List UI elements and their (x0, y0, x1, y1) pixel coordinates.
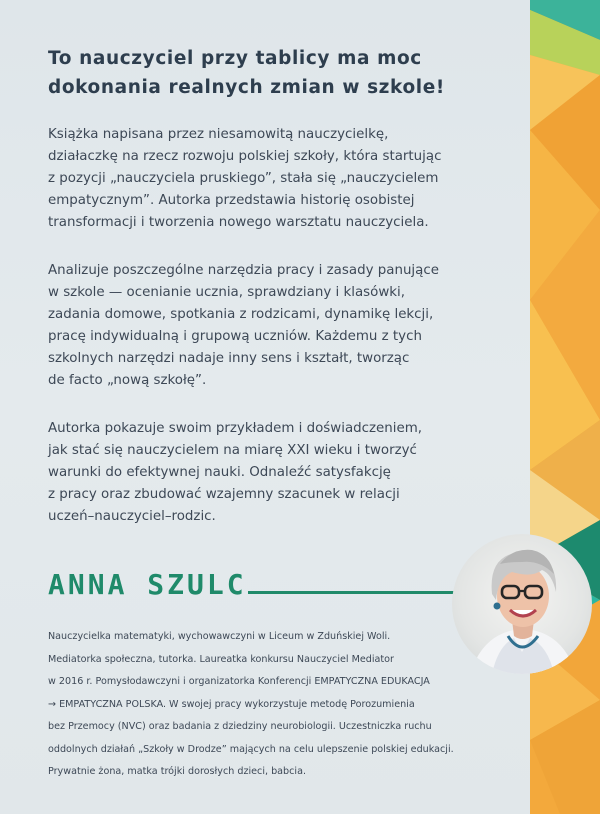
author-divider (248, 591, 458, 594)
text-line: szkolnych narzędzi nadaje inny sens i kształt, tworząc (48, 351, 410, 366)
text-line: zadania domowe, spotkania z rodzicami, dynamikę lekcji, (48, 307, 434, 322)
description-paragraph-1 (48, 124, 518, 234)
text-line: z pracy oraz zbudować wzajemny szacunek w relacji (48, 487, 400, 502)
headline-line: dokonania realnych zmian w szkole! (48, 77, 445, 98)
headline-line: To nauczyciel przy tablicy ma moc (48, 48, 422, 69)
text-line: z pozycji „nauczyciela pruskiego”, stała się „nauczycielem (48, 171, 439, 186)
text-line: pracę indywidualną i grupową uczniów. Każdemu z tych (48, 329, 422, 344)
text-line: działaczkę na rzecz rozwoju polskiej szkoły, która startując (48, 149, 442, 164)
text-line: uczeń–nauczyciel–rodzic. (48, 509, 216, 524)
text-line: empatycznym”. Autorka przedstawia historię osobistej (48, 193, 415, 208)
headline (48, 44, 518, 102)
author-bio (48, 626, 518, 784)
author-name: ANNA SZULC (48, 568, 247, 601)
text-line: transformacji i tworzenia nowego warsztatu nauczyciela. (48, 215, 429, 230)
bio-line: w 2016 r. Pomysłodawczyni i organizatorka Konferencji EMPATYCZNA EDUKACJA (48, 676, 430, 687)
bio-line: Prywatnie żona, matka trójki dorosłych dzieci, babcia. (48, 766, 307, 777)
text-line: jak stać się nauczycielem na miarę XXI wieku i tworzyć (48, 443, 417, 458)
text-line: w szkole — ocenianie ucznia, sprawdziany i klasówki, (48, 285, 406, 300)
text-line: warunki do efektywnej nauki. Odnaleźć satysfakcję (48, 465, 391, 480)
text-line: Analizuje poszczególne narzędzia pracy i zasady panujące (48, 263, 439, 278)
bio-line: bez Przemocy (NVC) oraz badania z dziedziny neurobiologii. Uczestniczka ruchu (48, 721, 432, 732)
bio-line: → EMPATYCZNA POLSKA. W swojej pracy wykorzystuje metodę Porozumienia (48, 698, 415, 710)
bio-line: Nauczycielka matematyki, wychowawczyni w Liceum w Zduńskiej Woli. (48, 631, 391, 642)
decorative-color-stripe (530, 0, 600, 814)
text-line: Autorka pokazuje swoim przykładem i doświadczeniem, (48, 421, 423, 436)
bio-line: Mediatorka społeczna, tutorka. Laureatka konkursu Nauczyciel Mediator (48, 653, 394, 665)
text-line: Książka napisana przez niesamowitą nauczycielkę, (48, 127, 389, 142)
text-line: de facto „nową szkołę”. (48, 373, 207, 388)
bio-line: oddolnych działań „Szkoły w Drodze” mających na celu ulepszenie polskiej edukacji. (48, 743, 454, 755)
description-paragraph-3 (48, 418, 518, 528)
description-paragraph-2 (48, 260, 518, 392)
